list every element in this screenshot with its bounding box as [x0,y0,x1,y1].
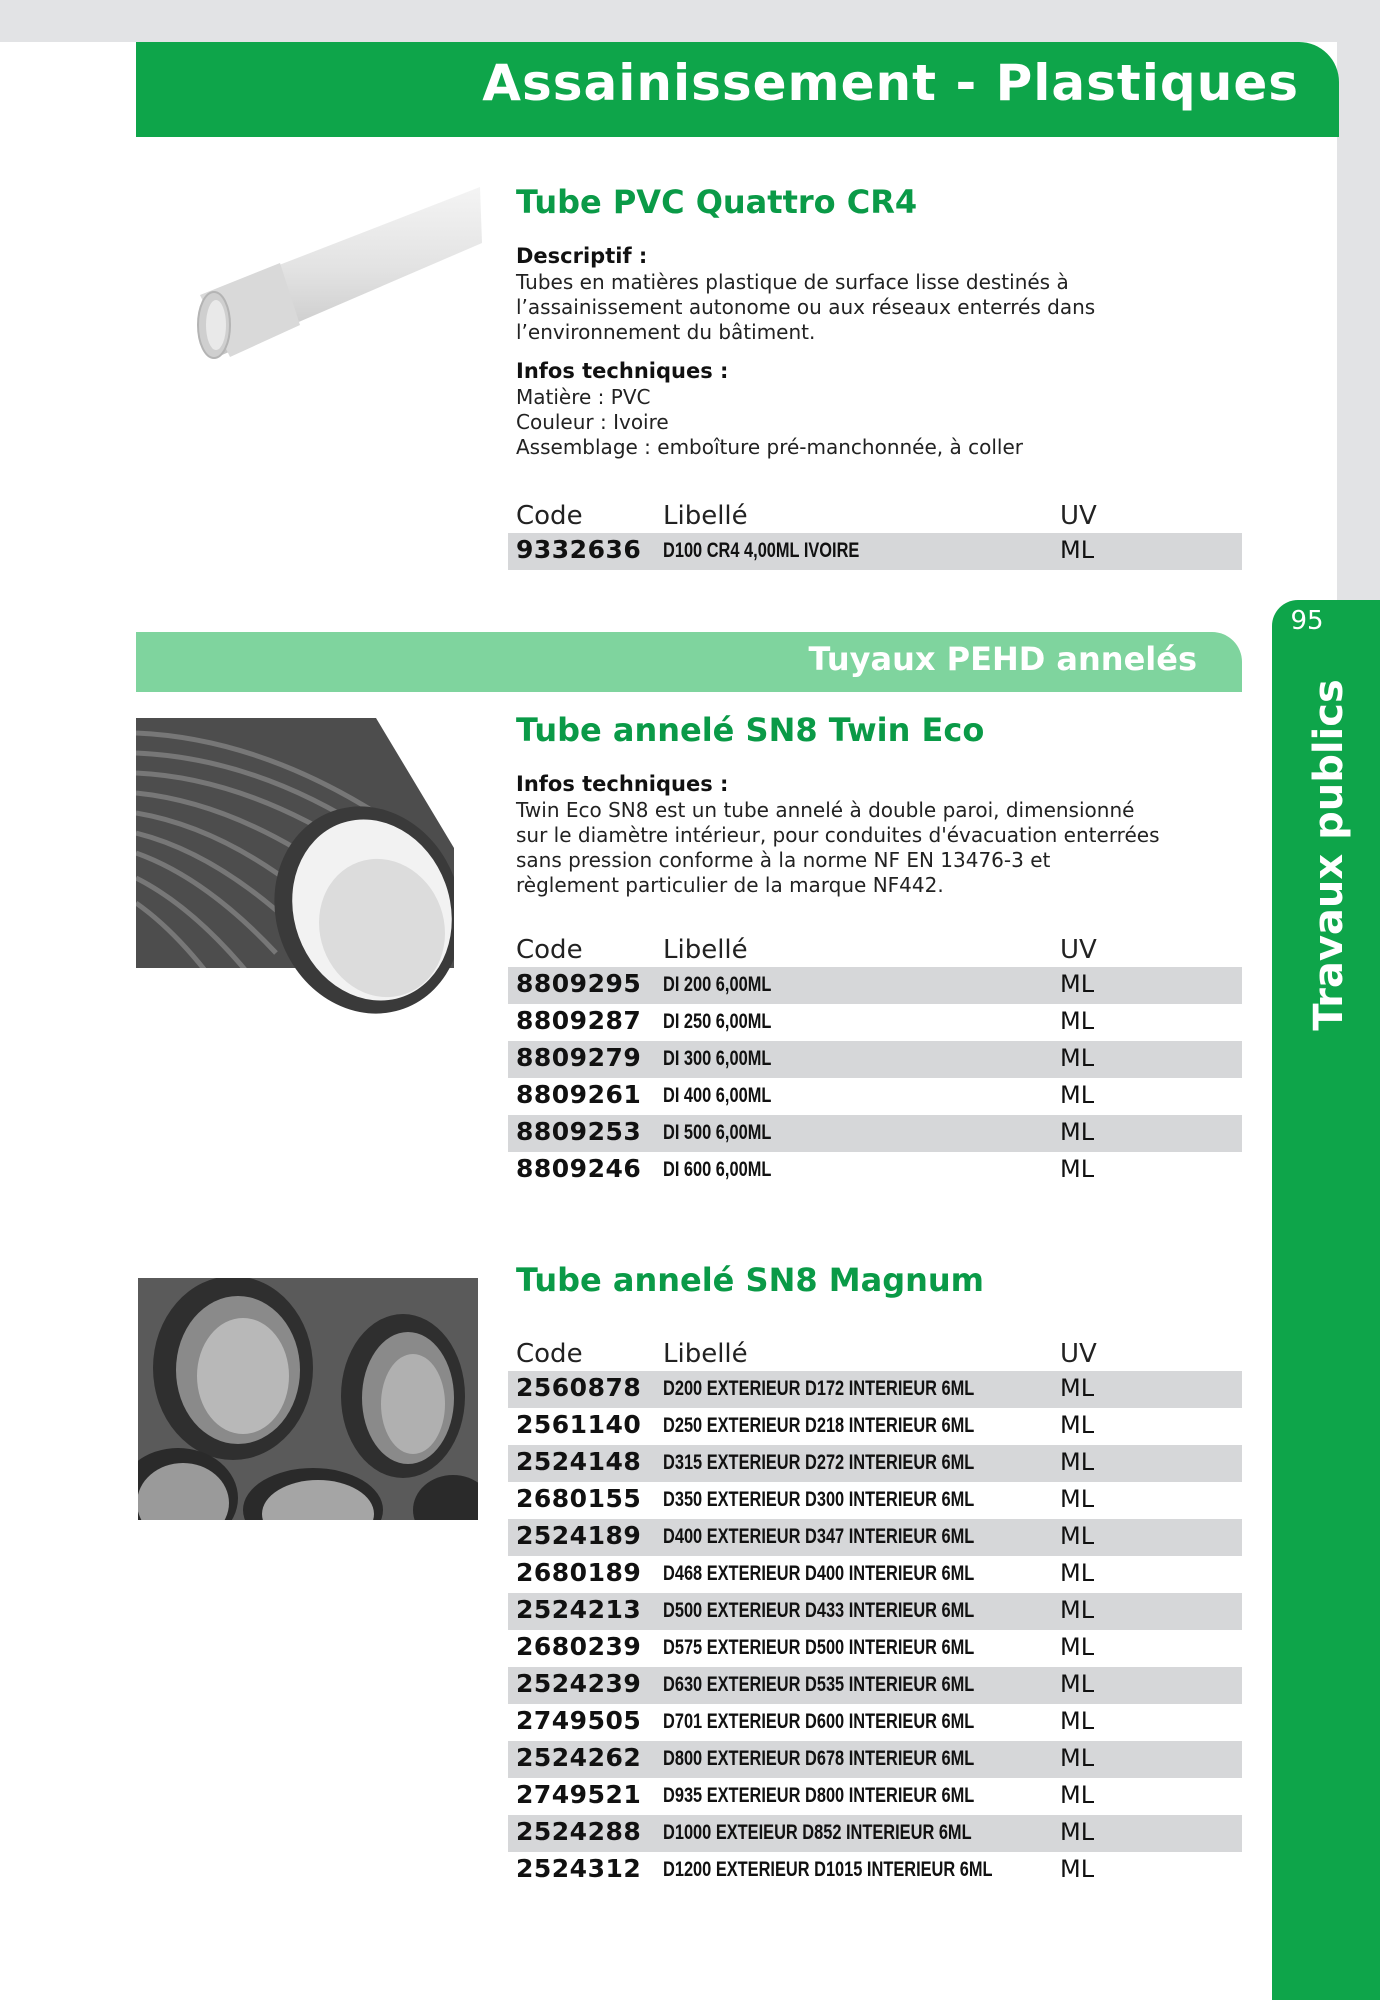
row-code: 8809253 [516,1117,642,1146]
table-row [508,1152,1242,1189]
table-row [508,1004,1242,1041]
row-uv: ML [1060,1818,1095,1846]
row-code: 2524312 [516,1854,642,1883]
table-row [508,1815,1242,1852]
table-row [508,1078,1242,1115]
row-libelle: D200 EXTERIEUR D172 INTERIEUR 6ML [663,1377,975,1400]
row-uv: ML [1060,1118,1095,1146]
row-libelle: D1000 EXTEIEUR D852 INTERIEUR 6ML [663,1821,972,1844]
product-title-magnum: Tube annelé SN8 Magnum [516,1261,984,1299]
table-row [508,1593,1242,1630]
top-strip [0,0,1380,42]
twin-eco-tube-image [136,718,454,1036]
row-code: 2524239 [516,1669,642,1698]
infos-heading: Infos techniques : [516,359,729,383]
table-row [508,1115,1242,1152]
row-uv: ML [1060,1596,1095,1624]
row-code: 2560878 [516,1373,642,1402]
row-libelle: D250 EXTERIEUR D218 INTERIEUR 6ML [663,1414,975,1437]
twin-eco-table [508,931,1242,1189]
table-row [508,1704,1242,1741]
row-libelle: D630 EXTERIEUR D535 INTERIEUR 6ML [663,1673,975,1696]
row-code: 8809261 [516,1080,642,1109]
descriptif-heading: Descriptif : [516,244,648,268]
col-uv: UV [1060,501,1097,531]
row-code: 2524288 [516,1817,642,1846]
magnum-tube-image [138,1278,478,1520]
row-uv: ML [1060,1485,1095,1513]
table-row [508,533,1242,570]
row-libelle: D575 EXTERIEUR D500 INTERIEUR 6ML [663,1636,975,1659]
row-uv: ML [1060,1155,1095,1183]
row-uv: ML [1060,1044,1095,1072]
twin-eco-description [516,772,1236,898]
row-libelle: DI 250 6,00ML [663,1010,772,1033]
row-code: 9332636 [516,535,642,564]
row-libelle: D400 EXTERIEUR D347 INTERIEUR 6ML [663,1525,975,1548]
row-libelle: DI 300 6,00ML [663,1047,772,1070]
row-libelle: D935 EXTERIEUR D800 INTERIEUR 6ML [663,1784,975,1807]
row-libelle: DI 600 6,00ML [663,1158,772,1181]
table-header [508,497,1242,533]
row-uv: ML [1060,1781,1095,1809]
infos-line: Couleur : Ivoire [516,410,669,434]
row-uv: ML [1060,1448,1095,1476]
row-libelle: D1200 EXTERIEUR D1015 INTERIEUR 6ML [663,1858,993,1881]
magnum-table [508,1335,1242,1889]
table-row [508,1556,1242,1593]
infos-line: Matière : PVC [516,385,651,409]
row-code: 8809287 [516,1006,642,1035]
col-code: Code [516,501,583,531]
table-row [508,1482,1242,1519]
infos-heading: Infos techniques : [516,772,729,796]
col-uv: UV [1060,935,1097,965]
descriptif-line: Tubes en matières plastique de surface lisse destinés à [516,270,1069,294]
page-number: 95 [1290,606,1324,636]
descriptif-line: l’environnement du bâtiment. [516,320,816,344]
infos-line: règlement particulier de la marque NF442. [516,873,944,897]
row-uv: ML [1060,1670,1095,1698]
col-libelle: Libellé [663,501,748,531]
row-uv: ML [1060,1744,1095,1772]
side-label [1305,679,1352,1031]
table-row [508,1778,1242,1815]
table-row [508,1408,1242,1445]
row-uv: ML [1060,1007,1095,1035]
row-libelle: D701 EXTERIEUR D600 INTERIEUR 6ML [663,1710,975,1733]
row-libelle: DI 400 6,00ML [663,1084,772,1107]
table-header [508,1335,1242,1371]
row-code: 2749505 [516,1706,642,1735]
row-uv: ML [1060,1633,1095,1661]
col-libelle: Libellé [663,1339,748,1369]
row-uv: ML [1060,1855,1095,1883]
row-code: 2524189 [516,1521,642,1550]
infos-line: sans pression conforme à la norme NF EN 13476-3 et [516,848,1051,872]
product-title-pvc: Tube PVC Quattro CR4 [516,183,918,221]
table-row [508,1741,1242,1778]
row-code: 2680239 [516,1632,642,1661]
table-row [508,1667,1242,1704]
row-uv: ML [1060,1081,1095,1109]
row-uv: ML [1060,1411,1095,1439]
table-row [508,967,1242,1004]
col-uv: UV [1060,1339,1097,1369]
row-code: 2524262 [516,1743,642,1772]
row-code: 8809246 [516,1154,642,1183]
table-row [508,1371,1242,1408]
row-code: 8809295 [516,969,642,998]
section-bar [136,632,1242,692]
right-margin [1337,0,1380,600]
infos-line: sur le diamètre intérieur, pour conduites d'évacuation enterrées [516,823,1160,847]
row-uv: ML [1060,1707,1095,1735]
row-libelle: D500 EXTERIEUR D433 INTERIEUR 6ML [663,1599,975,1622]
pvc-description [516,244,1236,460]
row-code: 2680189 [516,1558,642,1587]
row-code: 2561140 [516,1410,642,1439]
row-libelle: D468 EXTERIEUR D400 INTERIEUR 6ML [663,1562,975,1585]
col-code: Code [516,1339,583,1369]
infos-line: Twin Eco SN8 est un tube annelé à double paroi, dimensionné [516,798,1135,822]
col-libelle: Libellé [663,935,748,965]
descriptif-line: l’assainissement autonome ou aux réseaux enterrés dans [516,295,1096,319]
table-row [508,1445,1242,1482]
row-libelle: DI 500 6,00ML [663,1121,772,1144]
table-row [508,1041,1242,1078]
row-code: 2749521 [516,1780,642,1809]
row-uv: ML [1060,1522,1095,1550]
side-label-text: Travaux publics [1305,679,1352,1031]
table-header [508,931,1242,967]
row-libelle: D350 EXTERIEUR D300 INTERIEUR 6ML [663,1488,975,1511]
section-title: Tuyaux PEHD annelés [808,640,1197,678]
table-row [508,1519,1242,1556]
row-libelle: D315 EXTERIEUR D272 INTERIEUR 6ML [663,1451,975,1474]
row-code: 2524213 [516,1595,642,1624]
row-code: 2680155 [516,1484,642,1513]
row-uv: ML [1060,1559,1095,1587]
pvc-tube-image [180,185,485,375]
table-row [508,1630,1242,1667]
infos-line: Assemblage : emboîture pré-manchonnée, à coller [516,435,1023,459]
product-title-twin-eco: Tube annelé SN8 Twin Eco [516,711,985,749]
pvc-table [508,497,1242,570]
row-uv: ML [1060,1374,1095,1402]
page-header [136,42,1339,137]
row-code: 2524148 [516,1447,642,1476]
row-code: 8809279 [516,1043,642,1072]
col-code: Code [516,935,583,965]
row-uv: ML [1060,970,1095,998]
page-title: Assainissement - Plastiques [482,54,1299,112]
row-libelle: D800 EXTERIEUR D678 INTERIEUR 6ML [663,1747,975,1770]
row-libelle: D100 CR4 4,00ML IVOIRE [663,539,860,562]
row-libelle: DI 200 6,00ML [663,973,772,996]
row-uv: ML [1060,536,1095,564]
table-row [508,1852,1242,1889]
